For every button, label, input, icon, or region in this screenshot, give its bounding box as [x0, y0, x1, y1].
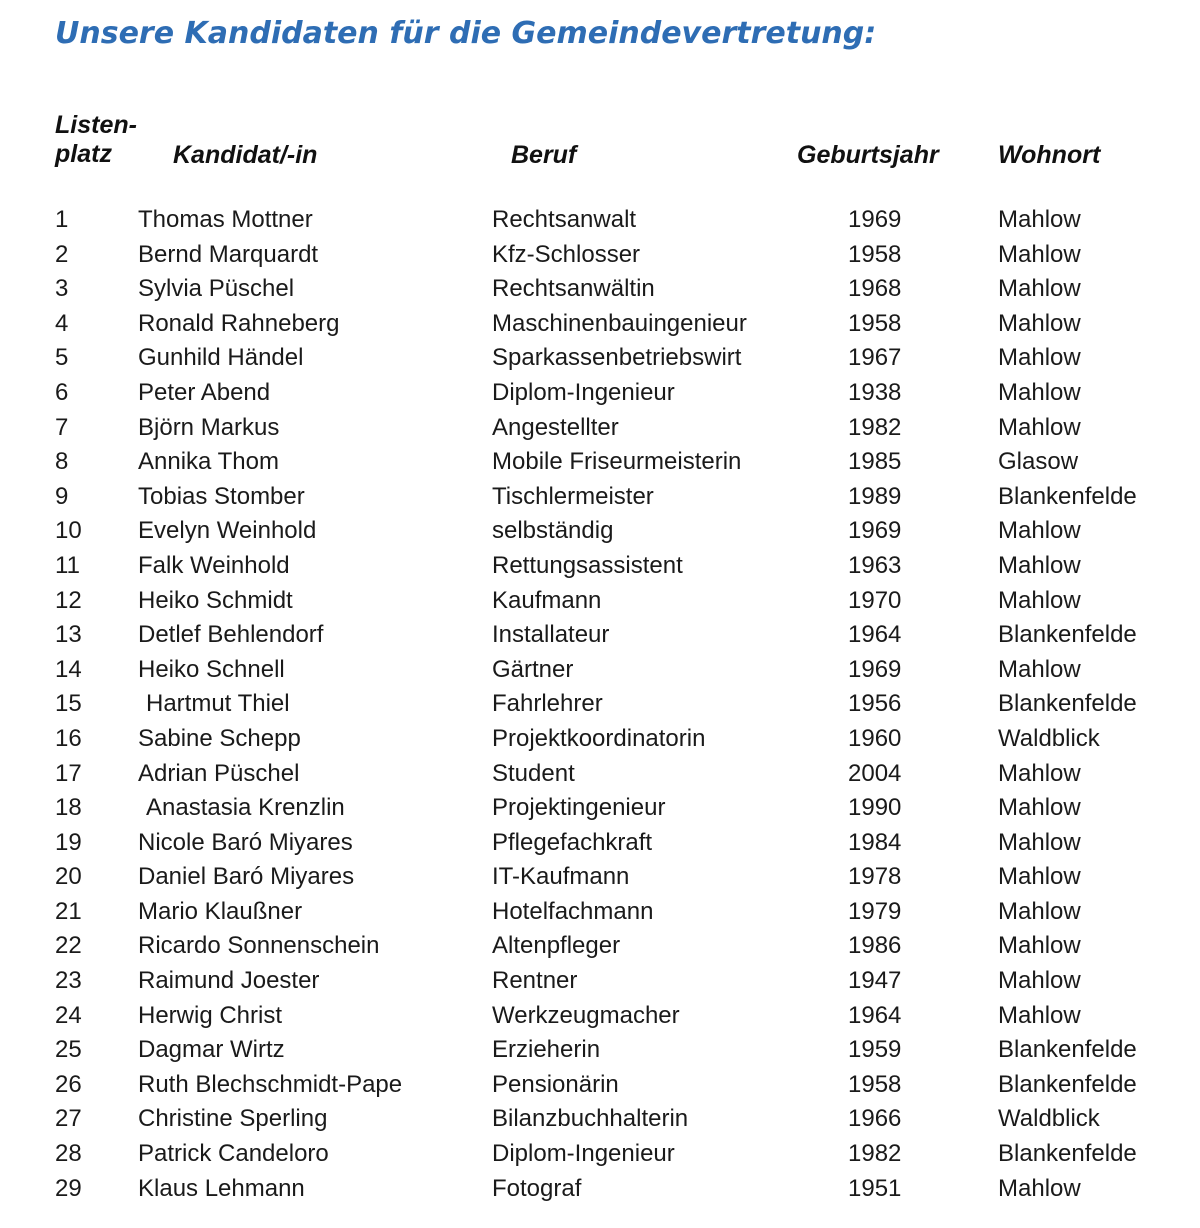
cell-beruf: Projektkoordinatorin	[492, 724, 706, 752]
cell-wohnort: Mahlow	[998, 344, 1081, 372]
cell-beruf: Rentner	[492, 967, 578, 995]
cell-beruf: Fahrlehrer	[492, 690, 603, 718]
table-row	[0, 653, 1200, 688]
cell-wohnort: Blankenfelde	[998, 1036, 1137, 1064]
table-row	[0, 618, 1200, 653]
table-row	[0, 514, 1200, 549]
cell-kandidat: Ricardo Sonnenschein	[138, 932, 380, 960]
cell-kandidat: Dagmar Wirtz	[138, 1036, 285, 1064]
cell-listenplatz: 1	[55, 206, 69, 233]
cell-kandidat: Falk Weinhold	[138, 551, 290, 579]
table-row	[0, 1102, 1200, 1137]
cell-geburtsjahr: 1986	[848, 932, 902, 960]
cell-kandidat: Raimund Joester	[138, 967, 320, 995]
cell-beruf: Angestellter	[492, 413, 619, 441]
cell-geburtsjahr: 1956	[848, 690, 902, 718]
cell-geburtsjahr: 1959	[848, 1036, 902, 1064]
cell-kandidat: Evelyn Weinhold	[138, 517, 317, 545]
table-row	[0, 238, 1200, 273]
cell-beruf: Installateur	[492, 621, 610, 649]
table-row	[0, 203, 1200, 238]
cell-geburtsjahr: 1947	[848, 967, 902, 995]
header-wohnort: Wohnort	[998, 141, 1101, 169]
cell-listenplatz: 11	[55, 551, 80, 579]
cell-listenplatz: 29	[55, 1174, 82, 1202]
header-listenplatz	[55, 111, 137, 169]
cell-listenplatz: 3	[55, 275, 69, 303]
cell-geburtsjahr: 1958	[848, 1070, 902, 1098]
cell-geburtsjahr: 1969	[848, 206, 902, 233]
cell-geburtsjahr: 1964	[848, 1001, 902, 1029]
cell-listenplatz: 22	[55, 932, 82, 960]
cell-geburtsjahr: 1969	[848, 517, 902, 545]
cell-listenplatz: 25	[55, 1036, 82, 1064]
table-row	[0, 1068, 1200, 1103]
cell-kandidat: Gunhild Händel	[138, 344, 304, 372]
cell-kandidat: Adrian Püschel	[138, 759, 300, 787]
cell-listenplatz: 4	[55, 309, 69, 337]
cell-listenplatz: 17	[55, 759, 82, 787]
cell-geburtsjahr: 1960	[848, 724, 902, 752]
cell-geburtsjahr: 1951	[848, 1174, 902, 1202]
cell-kandidat: Heiko Schmidt	[138, 586, 293, 614]
cell-beruf: selbständig	[492, 517, 614, 545]
cell-listenplatz: 24	[55, 1001, 82, 1029]
cell-wohnort: Mahlow	[998, 378, 1081, 406]
cell-wohnort: Mahlow	[998, 586, 1081, 614]
cell-listenplatz: 20	[55, 863, 82, 891]
cell-wohnort: Mahlow	[998, 309, 1081, 337]
cell-geburtsjahr: 1967	[848, 344, 902, 372]
cell-kandidat: Herwig Christ	[138, 1001, 283, 1029]
cell-geburtsjahr: 1984	[848, 828, 902, 856]
cell-wohnort: Mahlow	[998, 863, 1081, 891]
table-row	[0, 964, 1200, 999]
table-row	[0, 272, 1200, 307]
cell-kandidat: Bernd Marquardt	[138, 240, 319, 268]
table-row	[0, 1172, 1200, 1207]
header-geburtsjahr: Geburtsjahr	[797, 141, 939, 169]
cell-geburtsjahr: 1958	[848, 309, 902, 337]
cell-beruf: Mobile Friseurmeisterin	[492, 448, 742, 476]
table-row	[0, 895, 1200, 930]
table-row	[0, 1137, 1200, 1172]
cell-listenplatz: 16	[55, 724, 82, 752]
cell-geburtsjahr: 1990	[848, 794, 902, 822]
cell-wohnort: Mahlow	[998, 206, 1081, 233]
cell-beruf: Gärtner	[492, 655, 574, 683]
cell-geburtsjahr: 1964	[848, 621, 902, 649]
table-row	[0, 549, 1200, 584]
cell-listenplatz: 5	[55, 344, 69, 372]
cell-wohnort: Mahlow	[998, 1001, 1081, 1029]
cell-geburtsjahr: 1963	[848, 551, 902, 579]
cell-kandidat: Tobias Stomber	[138, 482, 305, 510]
cell-kandidat: Anastasia Krenzlin	[146, 794, 345, 822]
cell-beruf: Maschinenbauingenieur	[492, 309, 747, 337]
cell-listenplatz: 9	[55, 482, 69, 510]
cell-beruf: Tischlermeister	[492, 482, 654, 510]
cell-beruf: Student	[492, 759, 575, 787]
cell-listenplatz: 2	[55, 240, 69, 268]
table-row	[0, 445, 1200, 480]
cell-listenplatz: 27	[55, 1105, 82, 1133]
cell-wohnort: Mahlow	[998, 759, 1081, 787]
cell-geburtsjahr: 1979	[848, 897, 902, 925]
cell-kandidat: Heiko Schnell	[138, 655, 285, 683]
cell-beruf: Rechtsanwalt	[492, 206, 637, 233]
table-row	[0, 480, 1200, 515]
cell-beruf: Kaufmann	[492, 586, 602, 614]
table-row	[0, 687, 1200, 722]
cell-beruf: Werkzeugmacher	[492, 1001, 680, 1029]
cell-wohnort: Blankenfelde	[998, 1140, 1137, 1168]
cell-wohnort: Waldblick	[998, 1105, 1100, 1133]
cell-kandidat: Sylvia Püschel	[138, 275, 295, 303]
table-row	[0, 307, 1200, 342]
table-row	[0, 929, 1200, 964]
cell-beruf: IT-Kaufmann	[492, 863, 630, 891]
cell-beruf: Diplom-Ingenieur	[492, 1140, 675, 1168]
cell-beruf: Rettungsassistent	[492, 551, 683, 579]
cell-listenplatz: 23	[55, 967, 82, 995]
cell-geburtsjahr: 1989	[848, 482, 902, 510]
cell-beruf: Pflegefachkraft	[492, 828, 653, 856]
table-row	[0, 791, 1200, 826]
cell-geburtsjahr: 2004	[848, 759, 902, 787]
cell-listenplatz: 8	[55, 448, 69, 476]
table-row	[0, 722, 1200, 757]
table-row	[0, 376, 1200, 411]
cell-kandidat: Patrick Candeloro	[138, 1140, 329, 1168]
cell-listenplatz: 12	[55, 586, 82, 614]
cell-wohnort: Blankenfelde	[998, 690, 1137, 718]
cell-beruf: Sparkassenbetriebswirt	[492, 344, 742, 372]
cell-wohnort: Blankenfelde	[998, 621, 1137, 649]
cell-wohnort: Waldblick	[998, 724, 1100, 752]
table-row	[0, 757, 1200, 792]
cell-kandidat: Detlef Behlendorf	[138, 621, 324, 649]
header-kandidat: Kandidat/-in	[173, 141, 318, 169]
cell-beruf: Kfz-Schlosser	[492, 240, 641, 268]
cell-wohnort: Mahlow	[998, 413, 1081, 441]
cell-geburtsjahr: 1938	[848, 378, 902, 406]
cell-kandidat: Thomas Mottner	[138, 206, 313, 233]
cell-wohnort: Mahlow	[998, 932, 1081, 960]
table-row	[0, 1033, 1200, 1068]
cell-wohnort: Mahlow	[998, 551, 1081, 579]
cell-geburtsjahr: 1968	[848, 275, 902, 303]
cell-kandidat: Daniel Baró Miyares	[138, 863, 355, 891]
cell-geburtsjahr: 1970	[848, 586, 902, 614]
cell-listenplatz: 10	[55, 517, 82, 545]
cell-beruf: Hotelfachmann	[492, 897, 654, 925]
cell-listenplatz: 7	[55, 413, 69, 441]
table-row	[0, 341, 1200, 376]
cell-kandidat: Peter Abend	[138, 378, 271, 406]
header-beruf: Beruf	[511, 141, 577, 169]
cell-beruf: Bilanzbuchhalterin	[492, 1105, 689, 1133]
table-row	[0, 826, 1200, 861]
cell-kandidat: Ruth Blechschmidt-Pape	[138, 1070, 403, 1098]
cell-listenplatz: 18	[55, 794, 82, 822]
cell-geburtsjahr: 1966	[848, 1105, 902, 1133]
cell-wohnort: Mahlow	[998, 655, 1081, 683]
header-listenplatz-line2: platz	[55, 140, 112, 168]
cell-wohnort: Mahlow	[998, 828, 1081, 856]
cell-kandidat: Annika Thom	[138, 448, 279, 476]
cell-kandidat: Klaus Lehmann	[138, 1174, 305, 1202]
cell-geburtsjahr: 1978	[848, 863, 902, 891]
cell-wohnort: Mahlow	[998, 794, 1081, 822]
cell-geburtsjahr: 1985	[848, 448, 902, 476]
cell-beruf: Pensionärin	[492, 1070, 619, 1098]
cell-geburtsjahr: 1969	[848, 655, 902, 683]
table-row	[0, 860, 1200, 895]
cell-beruf: Altenpfleger	[492, 932, 621, 960]
cell-listenplatz: 26	[55, 1070, 82, 1098]
table-row	[0, 999, 1200, 1034]
cell-beruf: Projektingenieur	[492, 794, 666, 822]
cell-wohnort: Mahlow	[998, 897, 1081, 925]
table-row	[0, 584, 1200, 619]
header-listenplatz-line1: Listen-	[55, 111, 137, 139]
cell-kandidat: Mario Klaußner	[138, 897, 303, 925]
cell-wohnort: Blankenfelde	[998, 482, 1137, 510]
cell-beruf: Rechtsanwältin	[492, 275, 655, 303]
cell-geburtsjahr: 1982	[848, 1140, 902, 1168]
cell-wohnort: Mahlow	[998, 275, 1081, 303]
cell-wohnort: Mahlow	[998, 240, 1081, 268]
cell-wohnort: Mahlow	[998, 1174, 1081, 1202]
cell-geburtsjahr: 1958	[848, 240, 902, 268]
cell-listenplatz: 6	[55, 378, 69, 406]
cell-listenplatz: 28	[55, 1140, 82, 1168]
cell-kandidat: Björn Markus	[138, 413, 280, 441]
cell-beruf: Diplom-Ingenieur	[492, 378, 675, 406]
page-title: Unsere Kandidaten für die Gemeindevertretung:	[55, 16, 877, 51]
cell-wohnort: Glasow	[998, 448, 1079, 476]
cell-listenplatz: 15	[55, 690, 82, 718]
cell-kandidat: Sabine Schepp	[138, 724, 301, 752]
cell-listenplatz: 21	[55, 897, 82, 925]
cell-kandidat: Ronald Rahneberg	[138, 309, 340, 337]
cell-kandidat: Nicole Baró Miyares	[138, 828, 353, 856]
cell-listenplatz: 19	[55, 828, 82, 856]
cell-geburtsjahr: 1982	[848, 413, 902, 441]
table-row	[0, 411, 1200, 446]
cell-kandidat: Hartmut Thiel	[146, 690, 290, 718]
cell-wohnort: Mahlow	[998, 967, 1081, 995]
cell-wohnort: Blankenfelde	[998, 1070, 1137, 1098]
cell-listenplatz: 14	[55, 655, 82, 683]
cell-kandidat: Christine Sperling	[138, 1105, 328, 1133]
cell-listenplatz: 13	[55, 621, 82, 649]
cell-wohnort: Mahlow	[998, 517, 1081, 545]
cell-beruf: Erzieherin	[492, 1036, 601, 1064]
candidate-table	[0, 203, 1200, 1206]
cell-beruf: Fotograf	[492, 1174, 582, 1202]
